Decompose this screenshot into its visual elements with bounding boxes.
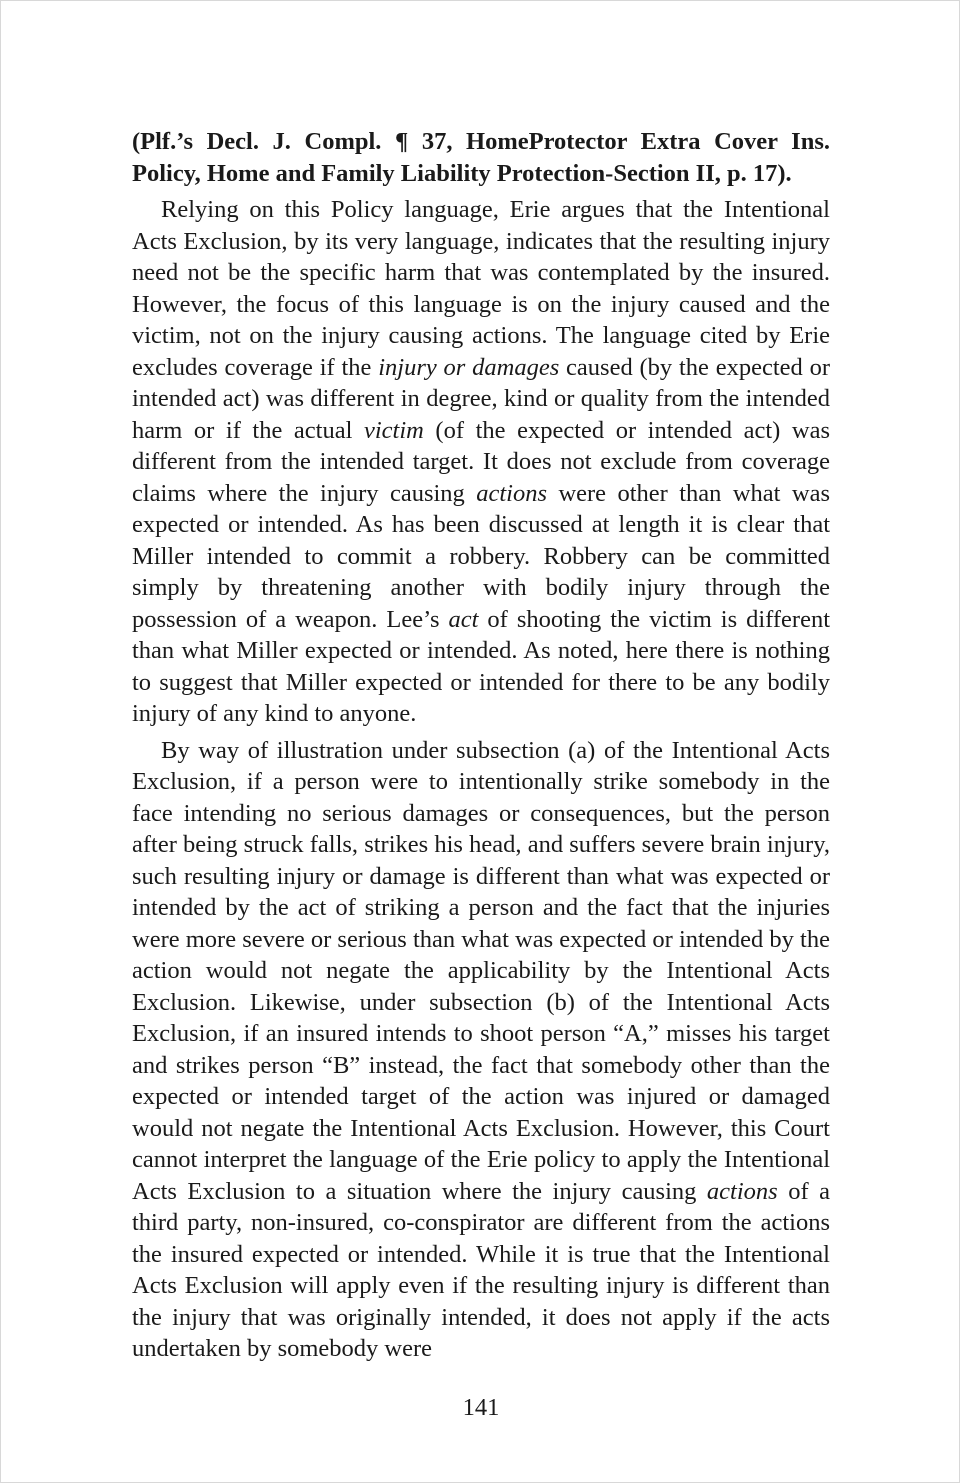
paragraph-2 [132, 735, 830, 1365]
citation-line: (Plf.’s Decl. J. Compl. ¶ 37, HomeProtector Extra Cover Ins. Policy, Home and Family Liability Protection-Section II, p. 17). [132, 128, 830, 187]
emphasis-actions-2: actions [706, 1177, 778, 1205]
paragraph-1-text-3: (of the expected or intended act) was different from the intended target. It does not exclude from coverage claims where the injury causing [132, 416, 830, 507]
paragraph-1-text-4: were other than what was expected or intended. As has been discussed at length it is clear that Miller intended to commit a robbery. Robbery can be committed simply by threatening another with bodily injury through the possession of a weapon. Lee’s [132, 479, 830, 633]
paragraph-1-text-1: Relying on this Policy language, Erie argues that the Intentional Acts Exclusion, by its very language, indicates that the resulting injury need not be the specific harm that was contemplated by the insured. However, the focus of this language is on the injury caused and the victim, not on the injury causing actions. The language cited by Erie excludes coverage if the [132, 196, 830, 381]
emphasis-actions: actions [476, 479, 548, 507]
page-number: 141 [462, 1394, 500, 1421]
paragraph-1 [132, 194, 830, 730]
emphasis-act: act [448, 605, 479, 633]
paragraph-1-text-2: caused (by the expected or intended act) was different in degree, kind or quality from the intended harm or if the actual [132, 353, 830, 444]
emphasis-victim: victim [363, 416, 424, 444]
emphasis-injury-or-damages: injury or damages [378, 353, 560, 381]
paragraph-1-text-5: of shooting the victim is different than what Miller expected or intended. As noted, here there is nothing to suggest that Miller expected or intended for there to be any bodily injury of any kind to anyone. [132, 605, 830, 727]
body-text [132, 126, 830, 1365]
paragraph-2-text-2: of a third party, non-insured, co-conspirator are different from the actions the insured expected or intended. While it is true that the Intentional Acts Exclusion will apply even if the resulting injury is different than the injury that was originally intended, it does not apply if the acts undertaken by somebody were [132, 1177, 830, 1362]
paragraph-2-text-1: By way of illustration under subsection (a) of the Intentional Acts Exclusion, if a person were to intentionally strike somebody in the face intending no serious damages or consequences, but the person after being struck falls, strikes his head, and suffers severe brain injury, such resulting injury or damage is different than what was expected or intended by the act of striking a person and the fact that the injuries were more severe or serious than what was expected or intended by the action would not negate the applicability by the Intentional Acts Exclusion. Likewise, under subsection (b) of the Intentional Acts Exclusion, if an insured intends to shoot person “A,” misses his target and strikes person “B” instead, the fact that somebody other than the expected or intended target of the action was injured or damaged would not negate the Intentional Acts Exclusion. However, this Court cannot interpret the language of the Erie policy to apply the Intentional Acts Exclusion to a situation where the injury causing [132, 736, 830, 1205]
